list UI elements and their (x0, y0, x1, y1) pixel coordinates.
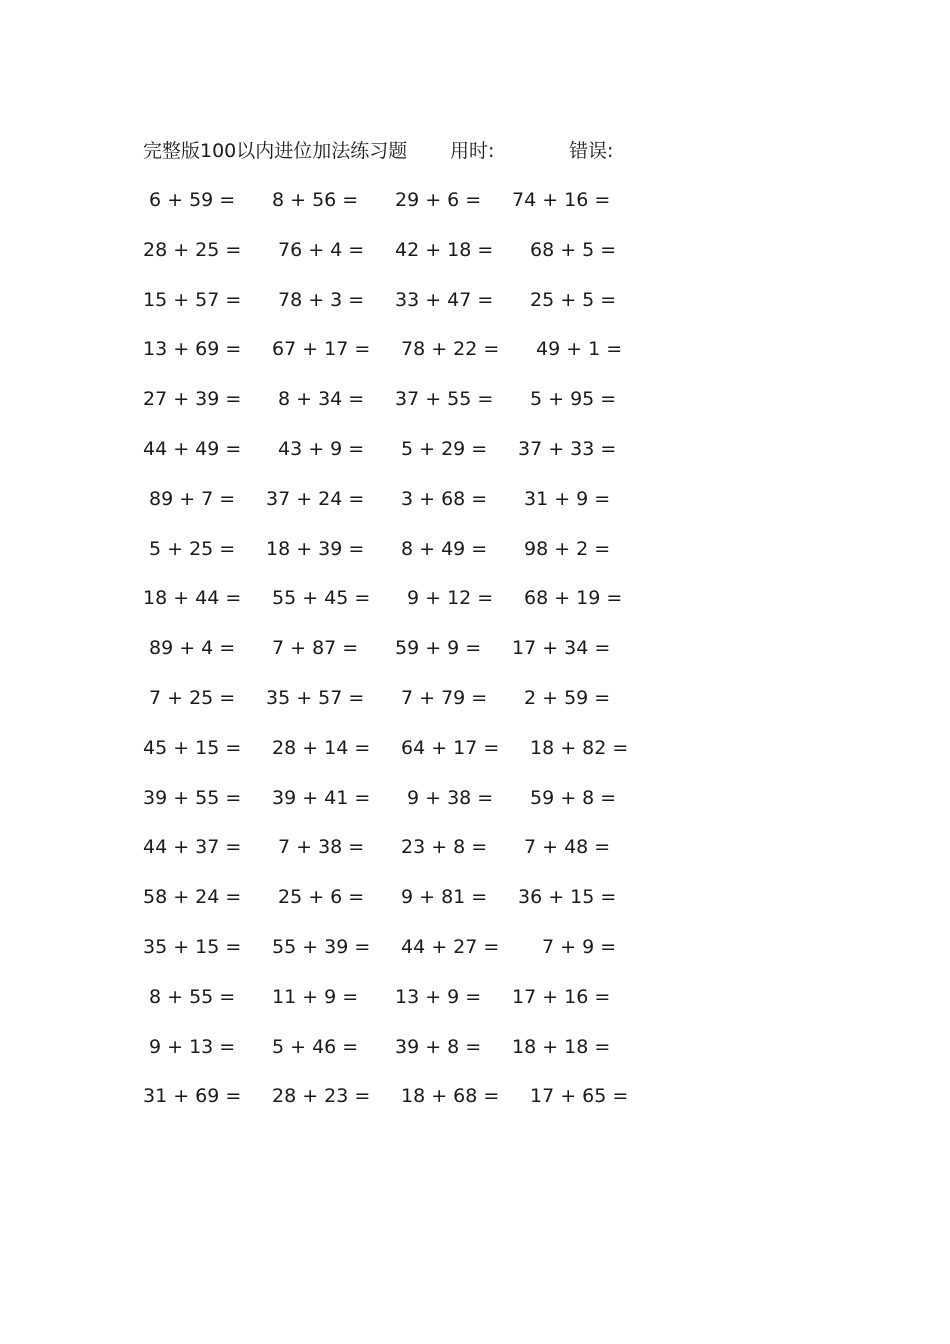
problem-item: 8 + 34 = (278, 388, 365, 411)
problem-item: 39 + 55 = (143, 786, 242, 809)
problem-item: 39 + 41 = (272, 786, 371, 809)
problem-item: 55 + 39 = (272, 936, 371, 958)
problem-item: 17 + 34 = (512, 637, 611, 660)
problem-item: 89 + 7 = (149, 487, 236, 510)
problem-item: 36 + 15 = (518, 886, 617, 909)
problem-item: 8 + 56 = (272, 189, 359, 211)
problem-item: 9 + 12 = (407, 587, 494, 610)
problem-item: 78 + 22 = (401, 338, 500, 361)
problem-item: 78 + 3 = (278, 288, 365, 311)
problem-item: 25 + 5 = (530, 288, 617, 311)
problem-item: 9 + 13 = (149, 1035, 236, 1058)
problem-item: 68 + 5 = (530, 238, 617, 261)
problem-item: 8 + 55 = (149, 985, 236, 1008)
problem-item: 18 + 68 = (401, 1085, 500, 1108)
time-used-label: 用时: (450, 140, 495, 162)
problem-item: 5 + 29 = (401, 438, 488, 460)
problem-item: 58 + 24 = (143, 886, 242, 909)
problem-item: 44 + 49 = (143, 438, 242, 460)
problem-item: 7 + 38 = (278, 836, 365, 859)
problem-item: 18 + 39 = (266, 537, 365, 560)
problem-item: 35 + 15 = (143, 936, 242, 958)
problem-item: 13 + 69 = (143, 338, 242, 361)
problem-item: 59 + 8 = (530, 786, 617, 809)
problem-item: 89 + 4 = (149, 637, 236, 660)
problem-item: 5 + 46 = (272, 1035, 359, 1058)
problem-item: 5 + 95 = (530, 388, 617, 411)
problem-item: 59 + 9 = (395, 637, 482, 660)
problem-item: 67 + 17 = (272, 338, 371, 361)
problem-item: 37 + 33 = (518, 438, 617, 460)
problem-item: 39 + 8 = (395, 1035, 482, 1058)
problem-item: 8 + 49 = (401, 537, 488, 560)
problem-item: 17 + 65 = (530, 1085, 629, 1108)
problem-item: 5 + 25 = (149, 537, 236, 560)
problem-item: 28 + 14 = (272, 736, 371, 759)
problem-item: 15 + 57 = (143, 288, 242, 311)
problem-item: 31 + 69 = (143, 1085, 242, 1108)
problem-item: 7 + 79 = (401, 687, 488, 709)
problem-item: 25 + 6 = (278, 886, 365, 909)
problem-item: 28 + 23 = (272, 1085, 371, 1108)
problem-item: 76 + 4 = (278, 238, 365, 261)
problem-item: 11 + 9 = (272, 985, 359, 1008)
problem-item: 45 + 15 = (143, 736, 242, 759)
problem-item: 33 + 47 = (395, 288, 494, 311)
problem-item: 7 + 87 = (272, 637, 359, 660)
problem-item: 55 + 45 = (272, 587, 371, 610)
problem-item: 18 + 18 = (512, 1035, 611, 1058)
problem-item: 7 + 9 = (542, 936, 617, 958)
problem-item: 74 + 16 = (512, 189, 611, 211)
problem-item: 44 + 27 = (401, 936, 500, 958)
problem-item: 28 + 25 = (143, 238, 242, 261)
problem-item: 42 + 18 = (395, 238, 494, 261)
problem-item: 2 + 59 = (524, 687, 611, 709)
problem-item: 3 + 68 = (401, 487, 488, 510)
problem-item: 64 + 17 = (401, 736, 500, 759)
errors-label: 错误: (569, 140, 614, 162)
problem-item: 7 + 48 = (524, 836, 611, 859)
problem-item: 18 + 82 = (530, 736, 629, 759)
problem-item: 27 + 39 = (143, 388, 242, 411)
problem-item: 29 + 6 = (395, 189, 482, 211)
problem-item: 7 + 25 = (149, 687, 236, 709)
problem-item: 9 + 38 = (407, 786, 494, 809)
problem-item: 68 + 19 = (524, 587, 623, 610)
problem-item: 9 + 81 = (401, 886, 488, 909)
problem-item: 49 + 1 = (536, 338, 623, 361)
problem-item: 37 + 55 = (395, 388, 494, 411)
problem-item: 35 + 57 = (266, 687, 365, 709)
problem-item: 17 + 16 = (512, 985, 611, 1008)
problem-item: 98 + 2 = (524, 537, 611, 560)
problem-item: 13 + 9 = (395, 985, 482, 1008)
problem-item: 6 + 59 = (149, 189, 236, 211)
problem-item: 37 + 24 = (266, 487, 365, 510)
problem-item: 18 + 44 = (143, 587, 242, 610)
problem-item: 43 + 9 = (278, 438, 365, 460)
problem-item: 44 + 37 = (143, 836, 242, 859)
problem-item: 23 + 8 = (401, 836, 488, 859)
problem-item: 31 + 9 = (524, 487, 611, 510)
worksheet-title: 完整版100以内进位加法练习题 (143, 140, 408, 162)
